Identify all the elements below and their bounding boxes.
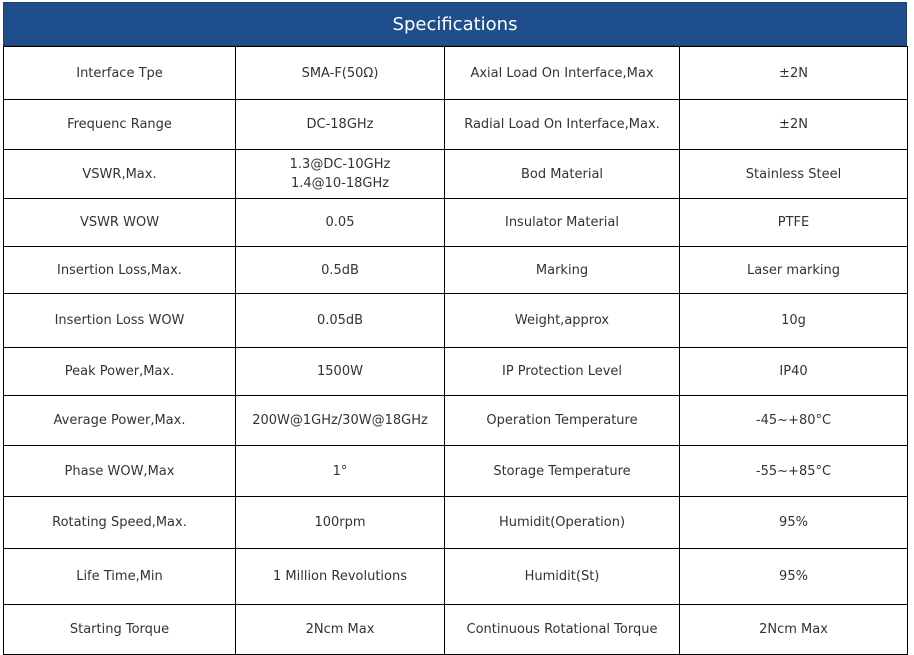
table-row <box>4 47 908 100</box>
value-cell: 2Ncm Max <box>680 605 908 655</box>
value-cell: SMA-F(50Ω) <box>236 47 445 100</box>
value-cell: 100rpm <box>236 497 445 549</box>
parameter-cell: Peak Power,Max. <box>4 348 236 396</box>
parameter-cell: Frequenc Range <box>4 100 236 150</box>
value-cell: 10g <box>680 294 908 348</box>
parameter-cell: Average Power,Max. <box>4 396 236 446</box>
parameter-cell: Insertion Loss,Max. <box>4 247 236 294</box>
parameter-cell: Insulator Material <box>445 199 680 247</box>
value-cell: ±2N <box>680 100 908 150</box>
table-row <box>4 446 908 497</box>
parameter-cell: Weight,approx <box>445 294 680 348</box>
parameter-cell: VSWR WOW <box>4 199 236 247</box>
parameter-cell: Marking <box>445 247 680 294</box>
value-cell: 1500W <box>236 348 445 396</box>
parameter-cell: IP Protection Level <box>445 348 680 396</box>
value-cell: 1 Million Revolutions <box>236 549 445 605</box>
parameter-cell: Life Time,Min <box>4 549 236 605</box>
value-cell: PTFE <box>680 199 908 247</box>
value-cell: 200W@1GHz/30W@18GHz <box>236 396 445 446</box>
parameter-cell: Storage Temperature <box>445 446 680 497</box>
value-cell: 0.05 <box>236 199 445 247</box>
parameter-cell: Starting Torque <box>4 605 236 655</box>
value-cell: 95% <box>680 549 908 605</box>
parameter-cell: Axial Load On Interface,Max <box>445 47 680 100</box>
parameter-cell: Operation Temperature <box>445 396 680 446</box>
parameter-cell: Insertion Loss WOW <box>4 294 236 348</box>
parameter-cell: Rotating Speed,Max. <box>4 497 236 549</box>
table-row <box>4 396 908 446</box>
value-cell <box>236 150 445 199</box>
value-cell: Stainless Steel <box>680 150 908 199</box>
table-row <box>4 294 908 348</box>
specifications-panel <box>3 2 907 655</box>
value-cell: ±2N <box>680 47 908 100</box>
parameter-cell: Humidit(Operation) <box>445 497 680 549</box>
table-row <box>4 199 908 247</box>
value-cell: 95% <box>680 497 908 549</box>
value-cell: 0.05dB <box>236 294 445 348</box>
value-cell: Laser marking <box>680 247 908 294</box>
table-row <box>4 549 908 605</box>
value-cell: -45~+80°C <box>680 396 908 446</box>
value-line: 1.4@10-18GHz <box>290 176 390 191</box>
parameter-cell: Continuous Rotational Torque <box>445 605 680 655</box>
value-cell: 0.5dB <box>236 247 445 294</box>
table-row <box>4 348 908 396</box>
specifications-table <box>3 46 908 655</box>
table-row <box>4 100 908 150</box>
parameter-cell: Interface Tpe <box>4 47 236 100</box>
parameter-cell: Bod Material <box>445 150 680 199</box>
table-row <box>4 150 908 199</box>
value-cell: 1° <box>236 446 445 497</box>
parameter-cell: Humidit(St) <box>445 549 680 605</box>
parameter-cell: Phase WOW,Max <box>4 446 236 497</box>
table-row <box>4 497 908 549</box>
value-cell: -55~+85°C <box>680 446 908 497</box>
parameter-cell: VSWR,Max. <box>4 150 236 199</box>
parameter-cell: Radial Load On Interface,Max. <box>445 100 680 150</box>
value-cell: 2Ncm Max <box>236 605 445 655</box>
table-row <box>4 247 908 294</box>
value-cell: IP40 <box>680 348 908 396</box>
table-row <box>4 605 908 655</box>
value-cell: DC-18GHz <box>236 100 445 150</box>
value-line: 1.3@DC-10GHz <box>289 157 391 172</box>
table-title: Specifications <box>3 2 907 46</box>
